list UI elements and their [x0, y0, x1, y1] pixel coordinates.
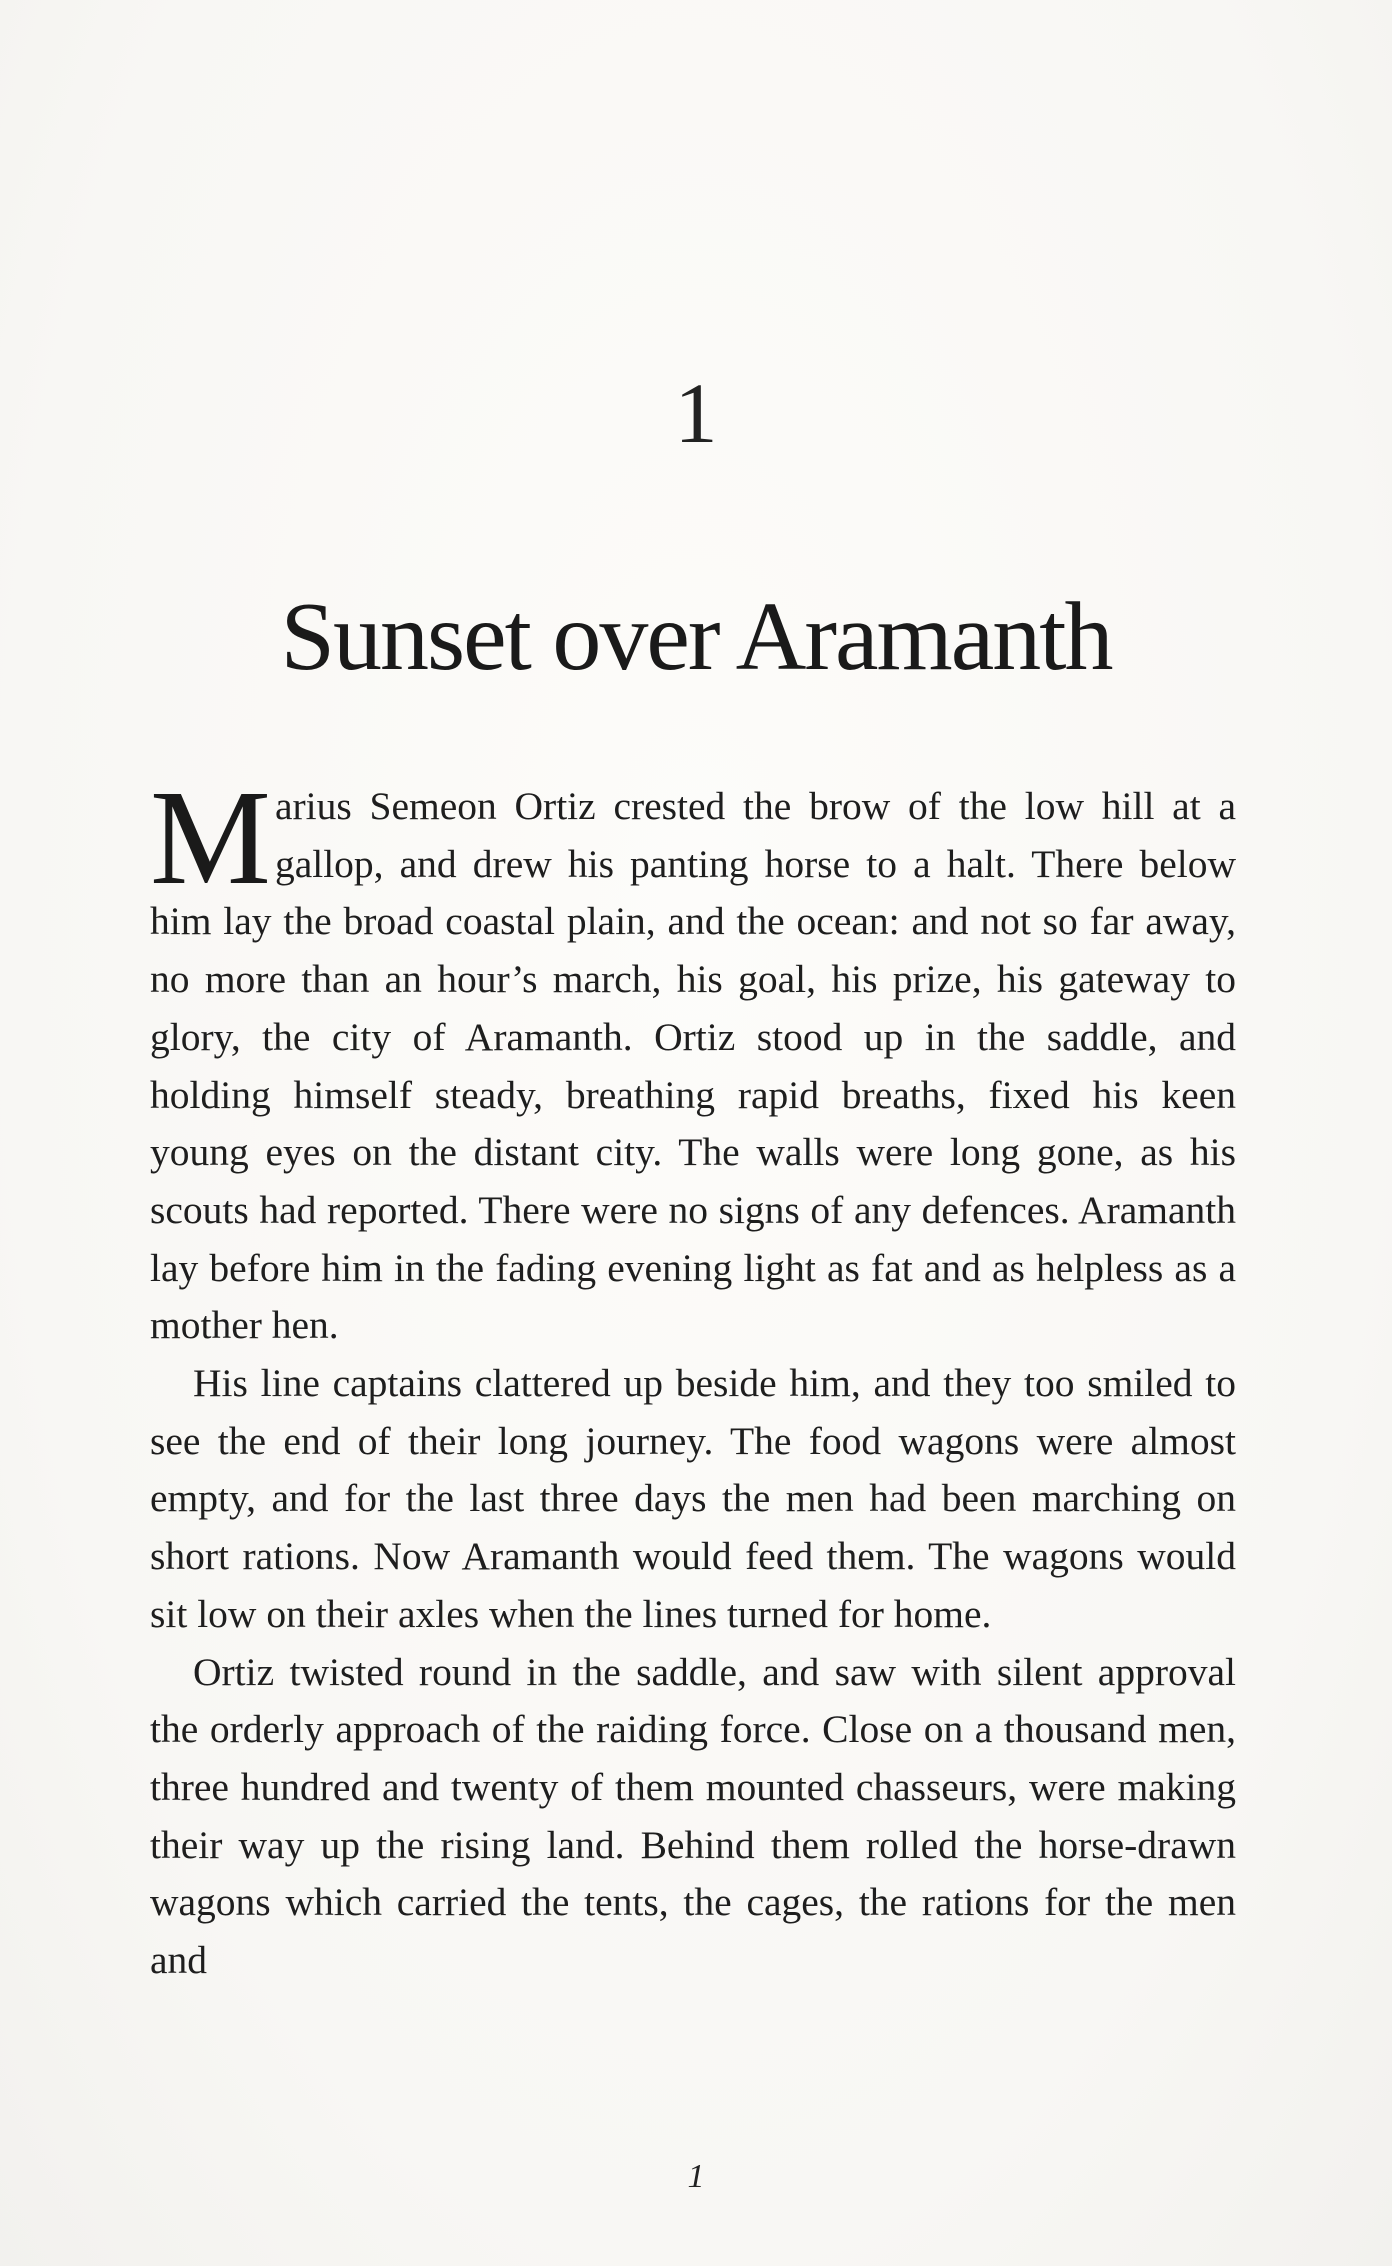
- drop-cap: M: [150, 763, 271, 913]
- chapter-body-text: [150, 763, 1236, 1990]
- chapter-number: 1: [674, 365, 718, 461]
- paragraph-2: His line captains clattered up beside him, and they too smiled to see the end of their long journey. The food wagons were almost empty, and for the last three days the men had been marching on short rations. Now Aramanth would feed them. The wagons would sit low on their axles when the lines turned for home.: [150, 1361, 1236, 1636]
- paragraph-1: [150, 763, 1236, 1355]
- paragraph-1-text: arius Semeon Ortiz crested the brow of the low hill at a gallop, and drew his panting horse to a halt. There below him lay the broad coastal plain, and the ocean: and not so far away, no more than an hour’s march, his goal, his prize, his gateway to glory, the city of Aramanth. Ortiz stood up in the saddle, and holding himself steady, breathing rapid breaths, fixed his keen young eyes on the distant city. The walls were long gone, as his scouts had reported. There were no signs of any defences. Aramanth lay before him in the fading evening light as fat and as helpless as a mother hen.: [150, 784, 1236, 1348]
- chapter-title: Sunset over Aramanth: [280, 583, 1112, 691]
- paragraph-3: Ortiz twisted round in the saddle, and saw with silent approval the orderly approach of the raiding force. Close on a thousand men, three hundred and twenty of them mounted chasseurs, were making their way up the rising land. Behind them rolled the horse-drawn wagons which carried the tents, the cages, the rations for the men and: [150, 1649, 1236, 1983]
- page-number: 1: [687, 2158, 705, 2195]
